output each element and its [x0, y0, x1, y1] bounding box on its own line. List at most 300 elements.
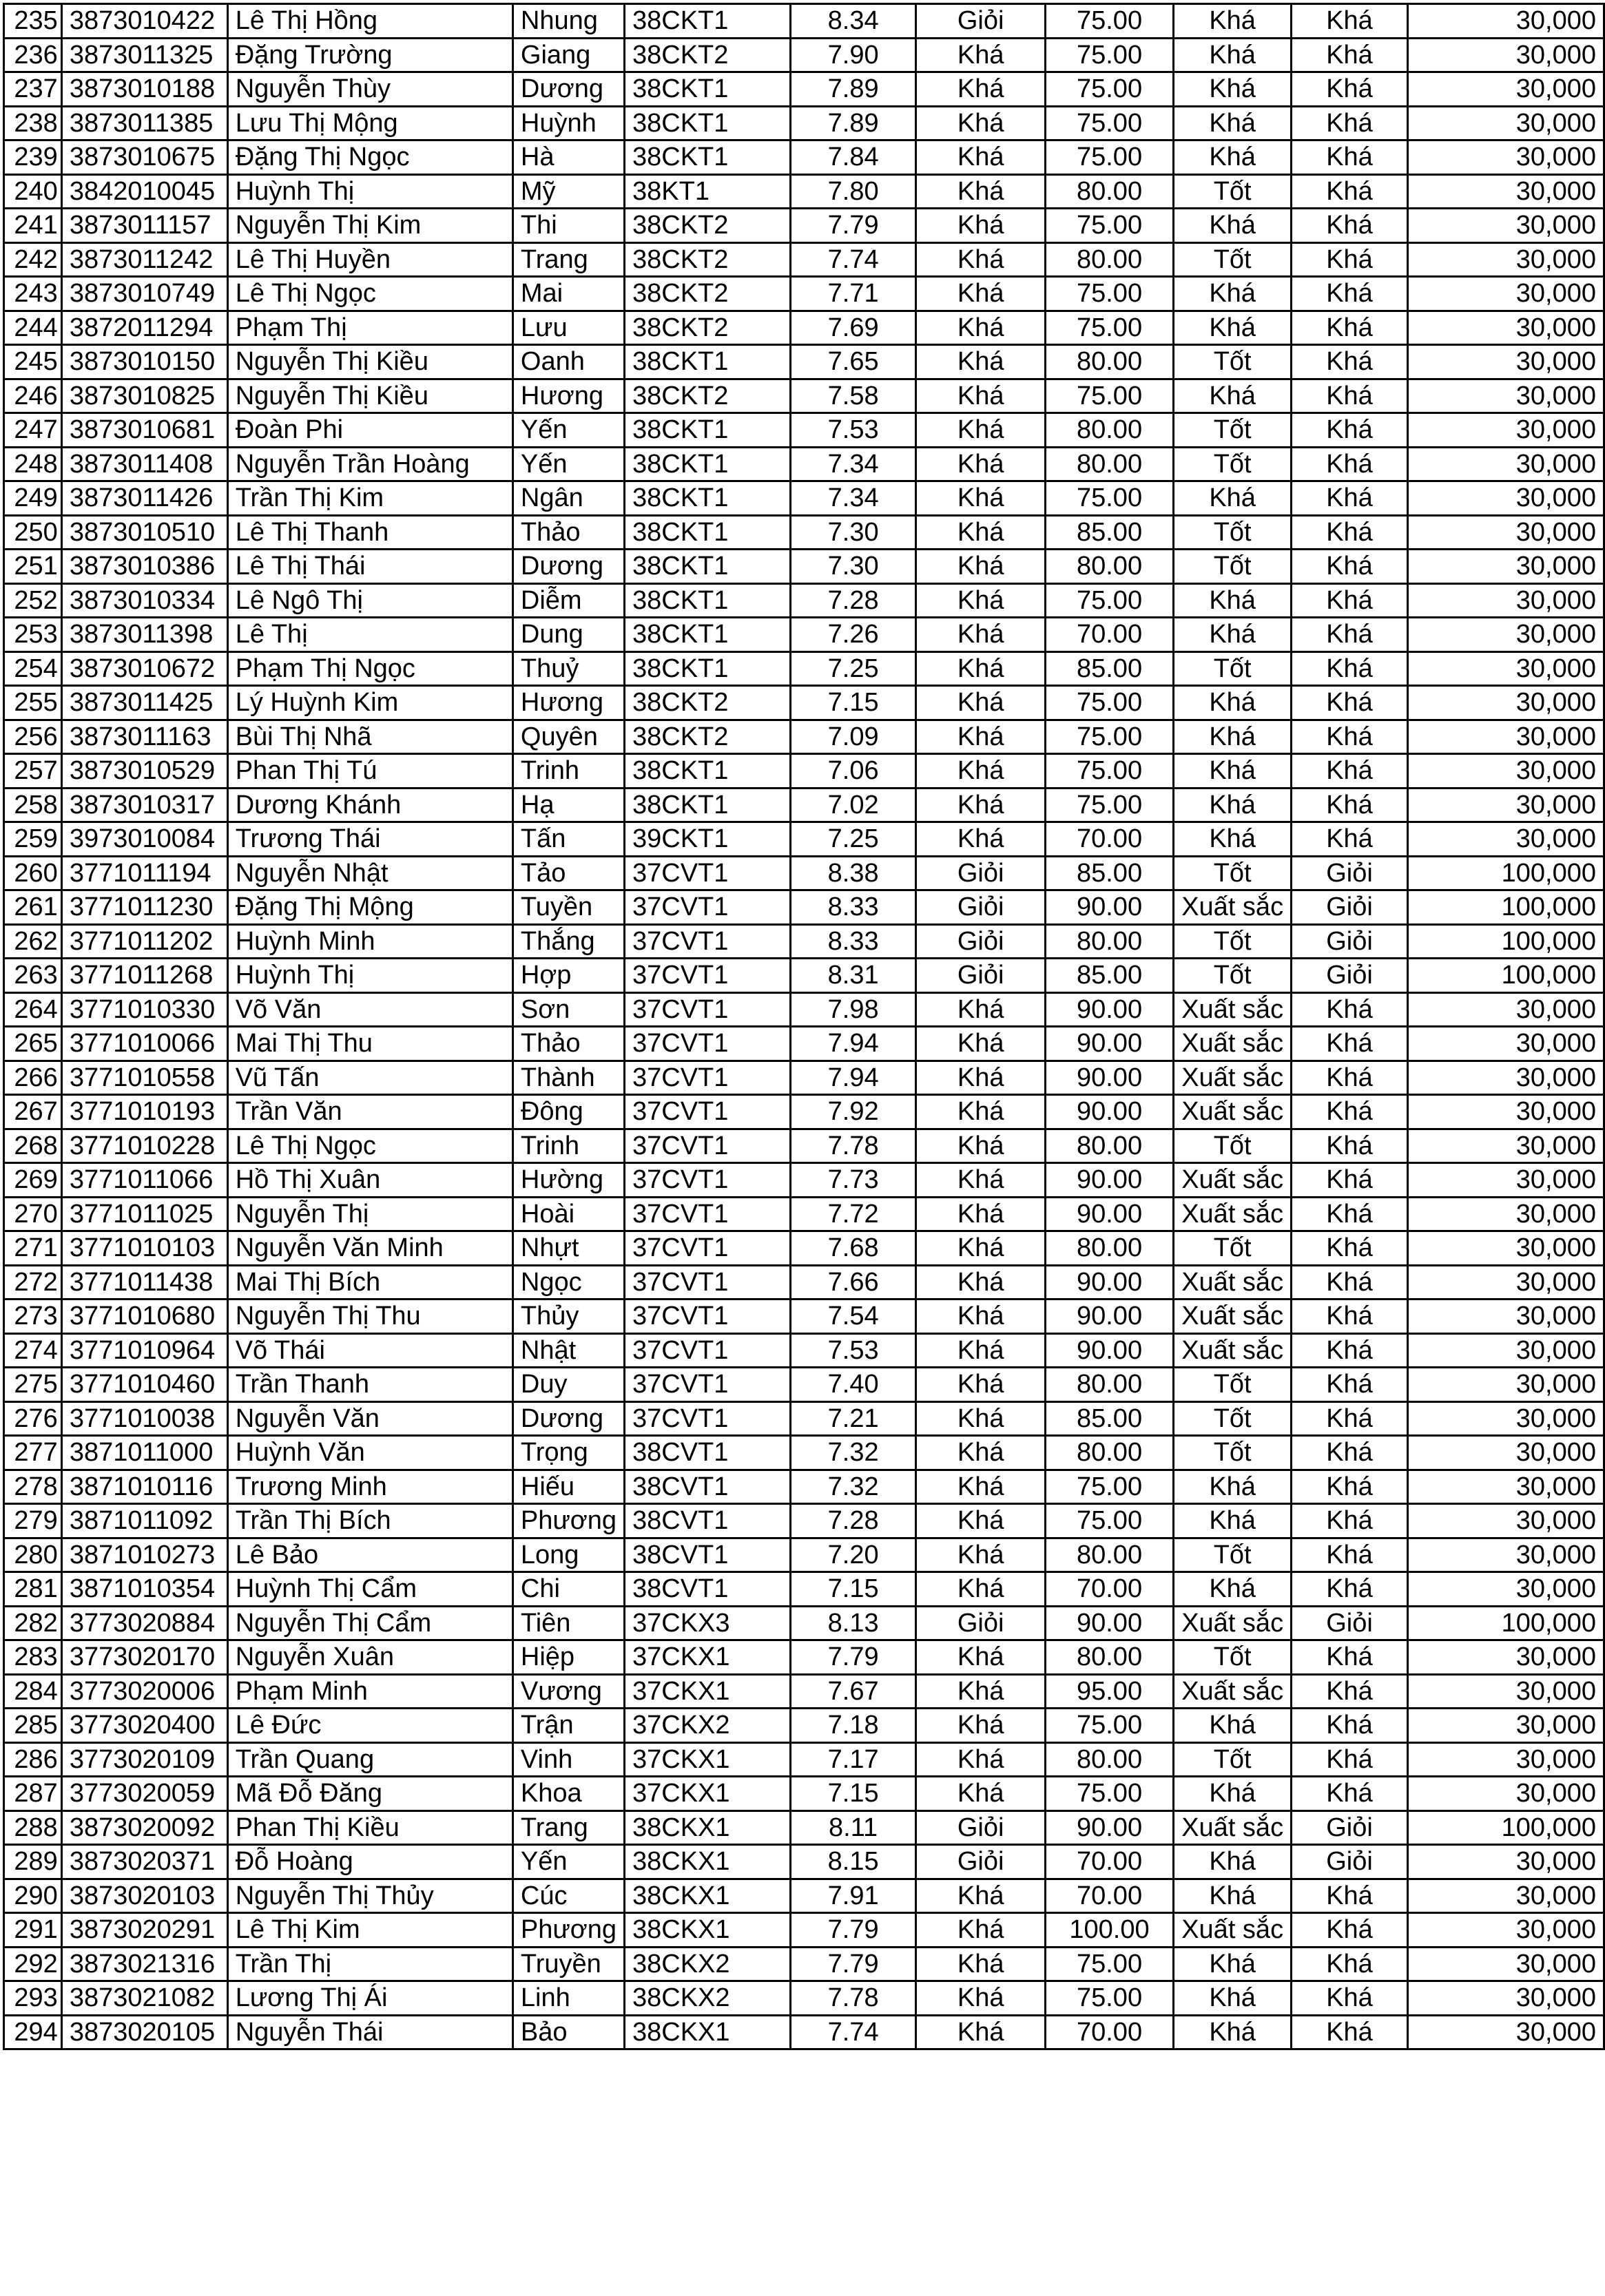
conduct-rank-cell: Tốt [1174, 242, 1292, 277]
class-cell: 37CVT1 [625, 1401, 791, 1436]
gpa-cell: 7.17 [790, 1742, 916, 1777]
gpa-cell: 8.34 [790, 4, 916, 39]
student-id-cell: 3973010084 [61, 822, 227, 857]
conduct-score-cell: 90.00 [1045, 1300, 1173, 1334]
amount-cell: 30,000 [1407, 140, 1604, 175]
conduct-rank-cell: Xuất sắc [1174, 1810, 1292, 1845]
class-cell: 38CKX1 [625, 1913, 791, 1948]
row-number-cell: 281 [4, 1572, 62, 1607]
table-row [4, 1470, 1604, 1504]
student-id-cell: 3771010330 [61, 992, 227, 1027]
class-cell: 37CVT1 [625, 992, 791, 1027]
class-cell: 37CKX2 [625, 1709, 791, 1743]
given-name-cell: Tấn [512, 822, 624, 857]
class-cell: 38KT1 [625, 174, 791, 209]
scholarship-rank-cell: Khá [1292, 1027, 1408, 1061]
class-cell: 38CKX2 [625, 1947, 791, 1981]
student-id-cell: 3773020059 [61, 1777, 227, 1811]
student-id-cell: 3873021316 [61, 1947, 227, 1981]
academic-rank-cell: Khá [916, 550, 1045, 584]
row-number-cell: 274 [4, 1333, 62, 1368]
scholarship-rank-cell: Khá [1292, 686, 1408, 720]
surname-cell: Nguyễn Văn Minh [227, 1231, 512, 1266]
class-cell: 37CVT1 [625, 1061, 791, 1095]
conduct-score-cell: 70.00 [1045, 822, 1173, 857]
academic-rank-cell: Khá [916, 379, 1045, 413]
row-number-cell: 285 [4, 1709, 62, 1743]
class-cell: 38CKT2 [625, 209, 791, 243]
given-name-cell: Trang [512, 242, 624, 277]
conduct-score-cell: 80.00 [1045, 1436, 1173, 1470]
surname-cell: Nguyễn Thị Thủy [227, 1879, 512, 1913]
conduct-rank-cell: Tốt [1174, 1231, 1292, 1266]
gpa-cell: 7.71 [790, 277, 916, 311]
conduct-rank-cell: Khá [1174, 481, 1292, 516]
row-number-cell: 291 [4, 1913, 62, 1948]
given-name-cell: Thắng [512, 924, 624, 959]
conduct-score-cell: 75.00 [1045, 4, 1173, 39]
student-id-cell: 3873010317 [61, 788, 227, 822]
gpa-cell: 7.67 [790, 1674, 916, 1709]
amount-cell: 30,000 [1407, 515, 1604, 550]
table-row [4, 1879, 1604, 1913]
amount-cell: 30,000 [1407, 1981, 1604, 2016]
class-cell: 37CVT1 [625, 1129, 791, 1163]
scholarship-rank-cell: Khá [1292, 1879, 1408, 1913]
surname-cell: Lê Đức [227, 1709, 512, 1743]
table-row [4, 1674, 1604, 1709]
amount-cell: 30,000 [1407, 720, 1604, 754]
amount-cell: 30,000 [1407, 1095, 1604, 1129]
academic-rank-cell: Khá [916, 1300, 1045, 1334]
table-row [4, 1197, 1604, 1231]
gpa-cell: 7.91 [790, 1879, 916, 1913]
student-id-cell: 3873011325 [61, 38, 227, 72]
surname-cell: Lê Thị Thái [227, 550, 512, 584]
row-number-cell: 268 [4, 1129, 62, 1163]
conduct-score-cell: 75.00 [1045, 106, 1173, 140]
row-number-cell: 245 [4, 345, 62, 379]
given-name-cell: Hà [512, 140, 624, 175]
academic-rank-cell: Khá [916, 1095, 1045, 1129]
surname-cell: Trần Thanh [227, 1368, 512, 1402]
scholarship-rank-cell: Khá [1292, 1538, 1408, 1572]
row-number-cell: 256 [4, 720, 62, 754]
row-number-cell: 254 [4, 651, 62, 686]
scholarship-rank-cell: Khá [1292, 1913, 1408, 1948]
conduct-score-cell: 80.00 [1045, 1129, 1173, 1163]
academic-rank-cell: Khá [916, 754, 1045, 789]
given-name-cell: Hương [512, 379, 624, 413]
conduct-score-cell: 80.00 [1045, 1231, 1173, 1266]
given-name-cell: Hoài [512, 1197, 624, 1231]
amount-cell: 30,000 [1407, 1231, 1604, 1266]
row-number-cell: 257 [4, 754, 62, 789]
surname-cell: Trương Minh [227, 1470, 512, 1504]
amount-cell: 30,000 [1407, 1879, 1604, 1913]
row-number-cell: 272 [4, 1265, 62, 1300]
amount-cell: 30,000 [1407, 481, 1604, 516]
table-row [4, 1231, 1604, 1266]
given-name-cell: Tiên [512, 1606, 624, 1640]
surname-cell: Võ Thái [227, 1333, 512, 1368]
gpa-cell: 7.06 [790, 754, 916, 789]
student-id-cell: 3773020170 [61, 1640, 227, 1675]
given-name-cell: Vương [512, 1674, 624, 1709]
row-number-cell: 289 [4, 1845, 62, 1879]
class-cell: 38CKT2 [625, 311, 791, 345]
student-id-cell: 3842010045 [61, 174, 227, 209]
class-cell: 38CVT1 [625, 1538, 791, 1572]
scholarship-rank-cell: Giỏi [1292, 856, 1408, 890]
gpa-cell: 7.32 [790, 1436, 916, 1470]
class-cell: 38CKT2 [625, 242, 791, 277]
surname-cell: Nguyễn Thùy [227, 72, 512, 107]
academic-rank-cell: Khá [916, 2015, 1045, 2049]
conduct-rank-cell: Xuất sắc [1174, 1061, 1292, 1095]
surname-cell: Đặng Trường [227, 38, 512, 72]
given-name-cell: Huỳnh [512, 106, 624, 140]
table-row [4, 992, 1604, 1027]
amount-cell: 100,000 [1407, 1606, 1604, 1640]
gpa-cell: 7.25 [790, 822, 916, 857]
class-cell: 38CKT2 [625, 38, 791, 72]
given-name-cell: Thủy [512, 1300, 624, 1334]
class-cell: 38CKT1 [625, 583, 791, 618]
gpa-cell: 7.34 [790, 481, 916, 516]
amount-cell: 30,000 [1407, 242, 1604, 277]
table-row [4, 550, 1604, 584]
class-cell: 38CKT1 [625, 481, 791, 516]
conduct-rank-cell: Khá [1174, 1777, 1292, 1811]
academic-rank-cell: Khá [916, 1879, 1045, 1913]
student-id-cell: 3873020371 [61, 1845, 227, 1879]
amount-cell: 30,000 [1407, 1538, 1604, 1572]
table-row [4, 1538, 1604, 1572]
scholarship-rank-cell: Khá [1292, 515, 1408, 550]
row-number-cell: 293 [4, 1981, 62, 2016]
row-number-cell: 283 [4, 1640, 62, 1675]
conduct-rank-cell: Khá [1174, 1709, 1292, 1743]
gpa-cell: 7.20 [790, 1538, 916, 1572]
academic-rank-cell: Khá [916, 1163, 1045, 1198]
conduct-score-cell: 85.00 [1045, 856, 1173, 890]
student-id-cell: 3873011385 [61, 106, 227, 140]
table-row [4, 4, 1604, 39]
scholarship-rank-cell: Khá [1292, 1231, 1408, 1266]
surname-cell: Phan Thị Tú [227, 754, 512, 789]
conduct-rank-cell: Khá [1174, 1879, 1292, 1913]
given-name-cell: Phương [512, 1504, 624, 1538]
conduct-score-cell: 90.00 [1045, 1061, 1173, 1095]
student-id-cell: 3771010038 [61, 1401, 227, 1436]
row-number-cell: 253 [4, 618, 62, 652]
surname-cell: Lý Huỳnh Kim [227, 686, 512, 720]
conduct-score-cell: 75.00 [1045, 311, 1173, 345]
conduct-rank-cell: Tốt [1174, 1368, 1292, 1402]
class-cell: 38CKT1 [625, 106, 791, 140]
conduct-score-cell: 85.00 [1045, 1401, 1173, 1436]
row-number-cell: 235 [4, 4, 62, 39]
amount-cell: 30,000 [1407, 1368, 1604, 1402]
academic-rank-cell: Khá [916, 720, 1045, 754]
class-cell: 37CVT1 [625, 1095, 791, 1129]
row-number-cell: 271 [4, 1231, 62, 1266]
row-number-cell: 250 [4, 515, 62, 550]
row-number-cell: 258 [4, 788, 62, 822]
scholarship-rank-cell: Khá [1292, 277, 1408, 311]
amount-cell: 30,000 [1407, 1197, 1604, 1231]
row-number-cell: 266 [4, 1061, 62, 1095]
scholarship-rank-cell: Khá [1292, 1572, 1408, 1607]
conduct-rank-cell: Xuất sắc [1174, 1265, 1292, 1300]
given-name-cell: Yến [512, 413, 624, 448]
class-cell: 38CKT1 [625, 4, 791, 39]
gpa-cell: 8.31 [790, 959, 916, 993]
surname-cell: Lê Ngô Thị [227, 583, 512, 618]
academic-rank-cell: Khá [916, 1129, 1045, 1163]
conduct-rank-cell: Xuất sắc [1174, 1333, 1292, 1368]
surname-cell: Hồ Thị Xuân [227, 1163, 512, 1198]
conduct-rank-cell: Khá [1174, 277, 1292, 311]
given-name-cell: Đông [512, 1095, 624, 1129]
surname-cell: Nguyễn Nhật [227, 856, 512, 890]
scholarship-rank-cell: Khá [1292, 583, 1408, 618]
student-id-cell: 3873010188 [61, 72, 227, 107]
conduct-rank-cell: Khá [1174, 140, 1292, 175]
academic-rank-cell: Khá [916, 1709, 1045, 1743]
table-row [4, 720, 1604, 754]
conduct-rank-cell: Khá [1174, 379, 1292, 413]
amount-cell: 30,000 [1407, 38, 1604, 72]
student-id-cell: 3771011438 [61, 1265, 227, 1300]
scholarship-table [3, 3, 1605, 2050]
scholarship-rank-cell: Khá [1292, 1742, 1408, 1777]
amount-cell: 30,000 [1407, 277, 1604, 311]
conduct-score-cell: 75.00 [1045, 277, 1173, 311]
class-cell: 37CVT1 [625, 1333, 791, 1368]
gpa-cell: 7.84 [790, 140, 916, 175]
row-number-cell: 237 [4, 72, 62, 107]
scholarship-rank-cell: Khá [1292, 1470, 1408, 1504]
conduct-rank-cell: Khá [1174, 209, 1292, 243]
academic-rank-cell: Khá [916, 1913, 1045, 1948]
scholarship-rank-cell: Khá [1292, 1333, 1408, 1368]
class-cell: 37CVT1 [625, 959, 791, 993]
given-name-cell: Long [512, 1538, 624, 1572]
conduct-rank-cell: Tốt [1174, 1436, 1292, 1470]
student-id-cell: 3771010680 [61, 1300, 227, 1334]
amount-cell: 30,000 [1407, 447, 1604, 481]
table-row [4, 72, 1604, 107]
student-id-cell: 3873020092 [61, 1810, 227, 1845]
class-cell: 38CKX1 [625, 2015, 791, 2049]
table-row [4, 686, 1604, 720]
amount-cell: 30,000 [1407, 550, 1604, 584]
scholarship-rank-cell: Khá [1292, 1981, 1408, 2016]
gpa-cell: 7.94 [790, 1027, 916, 1061]
given-name-cell: Yến [512, 447, 624, 481]
academic-rank-cell: Khá [916, 38, 1045, 72]
class-cell: 38CKT1 [625, 754, 791, 789]
student-id-cell: 3873011242 [61, 242, 227, 277]
class-cell: 38CKT2 [625, 277, 791, 311]
student-id-cell: 3873020105 [61, 2015, 227, 2049]
student-id-cell: 3873011157 [61, 209, 227, 243]
table-row [4, 1504, 1604, 1538]
academic-rank-cell: Khá [916, 106, 1045, 140]
academic-rank-cell: Khá [916, 1777, 1045, 1811]
student-id-cell: 3873011425 [61, 686, 227, 720]
given-name-cell: Hường [512, 1163, 624, 1198]
class-cell: 38CKT1 [625, 413, 791, 448]
gpa-cell: 7.72 [790, 1197, 916, 1231]
surname-cell: Vũ Tấn [227, 1061, 512, 1095]
given-name-cell: Trọng [512, 1436, 624, 1470]
conduct-score-cell: 90.00 [1045, 1027, 1173, 1061]
row-number-cell: 252 [4, 583, 62, 618]
surname-cell: Nguyễn Thái [227, 2015, 512, 2049]
gpa-cell: 7.09 [790, 720, 916, 754]
given-name-cell: Truyền [512, 1947, 624, 1981]
scholarship-rank-cell: Khá [1292, 106, 1408, 140]
surname-cell: Huỳnh Thị [227, 174, 512, 209]
gpa-cell: 7.98 [790, 992, 916, 1027]
scholarship-rank-cell: Khá [1292, 550, 1408, 584]
conduct-rank-cell: Khá [1174, 38, 1292, 72]
conduct-rank-cell: Khá [1174, 1504, 1292, 1538]
gpa-cell: 7.89 [790, 72, 916, 107]
given-name-cell: Thi [512, 209, 624, 243]
scholarship-rank-cell: Khá [1292, 38, 1408, 72]
scholarship-rank-cell: Khá [1292, 822, 1408, 857]
conduct-score-cell: 70.00 [1045, 1845, 1173, 1879]
given-name-cell: Cúc [512, 1879, 624, 1913]
class-cell: 37CVT1 [625, 1368, 791, 1402]
given-name-cell: Vinh [512, 1742, 624, 1777]
class-cell: 37CKX1 [625, 1640, 791, 1675]
given-name-cell: Ngân [512, 481, 624, 516]
conduct-score-cell: 75.00 [1045, 1947, 1173, 1981]
gpa-cell: 7.79 [790, 1913, 916, 1948]
class-cell: 37CKX1 [625, 1674, 791, 1709]
table-row [4, 174, 1604, 209]
class-cell: 38CKT1 [625, 515, 791, 550]
class-cell: 37CVT1 [625, 1265, 791, 1300]
amount-cell: 30,000 [1407, 1742, 1604, 1777]
gpa-cell: 7.90 [790, 38, 916, 72]
conduct-rank-cell: Tốt [1174, 413, 1292, 448]
conduct-rank-cell: Xuất sắc [1174, 1095, 1292, 1129]
academic-rank-cell: Khá [916, 651, 1045, 686]
conduct-rank-cell: Tốt [1174, 924, 1292, 959]
table-row [4, 345, 1604, 379]
academic-rank-cell: Khá [916, 1572, 1045, 1607]
amount-cell: 30,000 [1407, 1265, 1604, 1300]
student-id-cell: 3773020400 [61, 1709, 227, 1743]
conduct-score-cell: 75.00 [1045, 38, 1173, 72]
scholarship-rank-cell: Khá [1292, 1265, 1408, 1300]
gpa-cell: 7.78 [790, 1981, 916, 2016]
row-number-cell: 270 [4, 1197, 62, 1231]
scholarship-rank-cell: Khá [1292, 1129, 1408, 1163]
academic-rank-cell: Khá [916, 1947, 1045, 1981]
academic-rank-cell: Giỏi [916, 959, 1045, 993]
surname-cell: Võ Văn [227, 992, 512, 1027]
given-name-cell: Trận [512, 1709, 624, 1743]
amount-cell: 30,000 [1407, 1061, 1604, 1095]
gpa-cell: 7.79 [790, 209, 916, 243]
academic-rank-cell: Khá [916, 1333, 1045, 1368]
given-name-cell: Lưu [512, 311, 624, 345]
row-number-cell: 273 [4, 1300, 62, 1334]
row-number-cell: 242 [4, 242, 62, 277]
conduct-rank-cell: Tốt [1174, 1538, 1292, 1572]
student-id-cell: 3871010273 [61, 1538, 227, 1572]
surname-cell: Trần Thị Kim [227, 481, 512, 516]
surname-cell: Mai Thị Thu [227, 1027, 512, 1061]
conduct-score-cell: 90.00 [1045, 1606, 1173, 1640]
academic-rank-cell: Khá [916, 515, 1045, 550]
table-row [4, 1129, 1604, 1163]
given-name-cell: Thành [512, 1061, 624, 1095]
class-cell: 38CKT2 [625, 686, 791, 720]
given-name-cell: Mai [512, 277, 624, 311]
given-name-cell: Duy [512, 1368, 624, 1402]
conduct-score-cell: 80.00 [1045, 345, 1173, 379]
surname-cell: Lê Thị [227, 618, 512, 652]
surname-cell: Phan Thị Kiều [227, 1810, 512, 1845]
table-row [4, 1436, 1604, 1470]
amount-cell: 30,000 [1407, 1572, 1604, 1607]
surname-cell: Huỳnh Thị [227, 959, 512, 993]
amount-cell: 30,000 [1407, 1300, 1604, 1334]
conduct-score-cell: 90.00 [1045, 1197, 1173, 1231]
academic-rank-cell: Khá [916, 1436, 1045, 1470]
given-name-cell: Giang [512, 38, 624, 72]
given-name-cell: Tuyền [512, 890, 624, 925]
gpa-cell: 7.15 [790, 1777, 916, 1811]
given-name-cell: Chi [512, 1572, 624, 1607]
row-number-cell: 288 [4, 1810, 62, 1845]
given-name-cell: Thảo [512, 1027, 624, 1061]
surname-cell: Nguyễn Thị Thu [227, 1300, 512, 1334]
class-cell: 37CVT1 [625, 1300, 791, 1334]
student-id-cell: 3873010681 [61, 413, 227, 448]
academic-rank-cell: Khá [916, 277, 1045, 311]
gpa-cell: 7.73 [790, 1163, 916, 1198]
academic-rank-cell: Khá [916, 1742, 1045, 1777]
scholarship-rank-cell: Khá [1292, 720, 1408, 754]
student-id-cell: 3773020884 [61, 1606, 227, 1640]
table-row [4, 1300, 1604, 1334]
surname-cell: Trần Quang [227, 1742, 512, 1777]
class-cell: 38CKT1 [625, 550, 791, 584]
row-number-cell: 284 [4, 1674, 62, 1709]
conduct-rank-cell: Khá [1174, 720, 1292, 754]
conduct-rank-cell: Khá [1174, 686, 1292, 720]
conduct-score-cell: 85.00 [1045, 959, 1173, 993]
amount-cell: 30,000 [1407, 686, 1604, 720]
table-row [4, 106, 1604, 140]
table-row [4, 788, 1604, 822]
table-row [4, 140, 1604, 175]
gpa-cell: 7.53 [790, 1333, 916, 1368]
student-id-cell: 3771011066 [61, 1163, 227, 1198]
conduct-rank-cell: Tốt [1174, 550, 1292, 584]
gpa-cell: 7.89 [790, 106, 916, 140]
conduct-score-cell: 75.00 [1045, 1709, 1173, 1743]
